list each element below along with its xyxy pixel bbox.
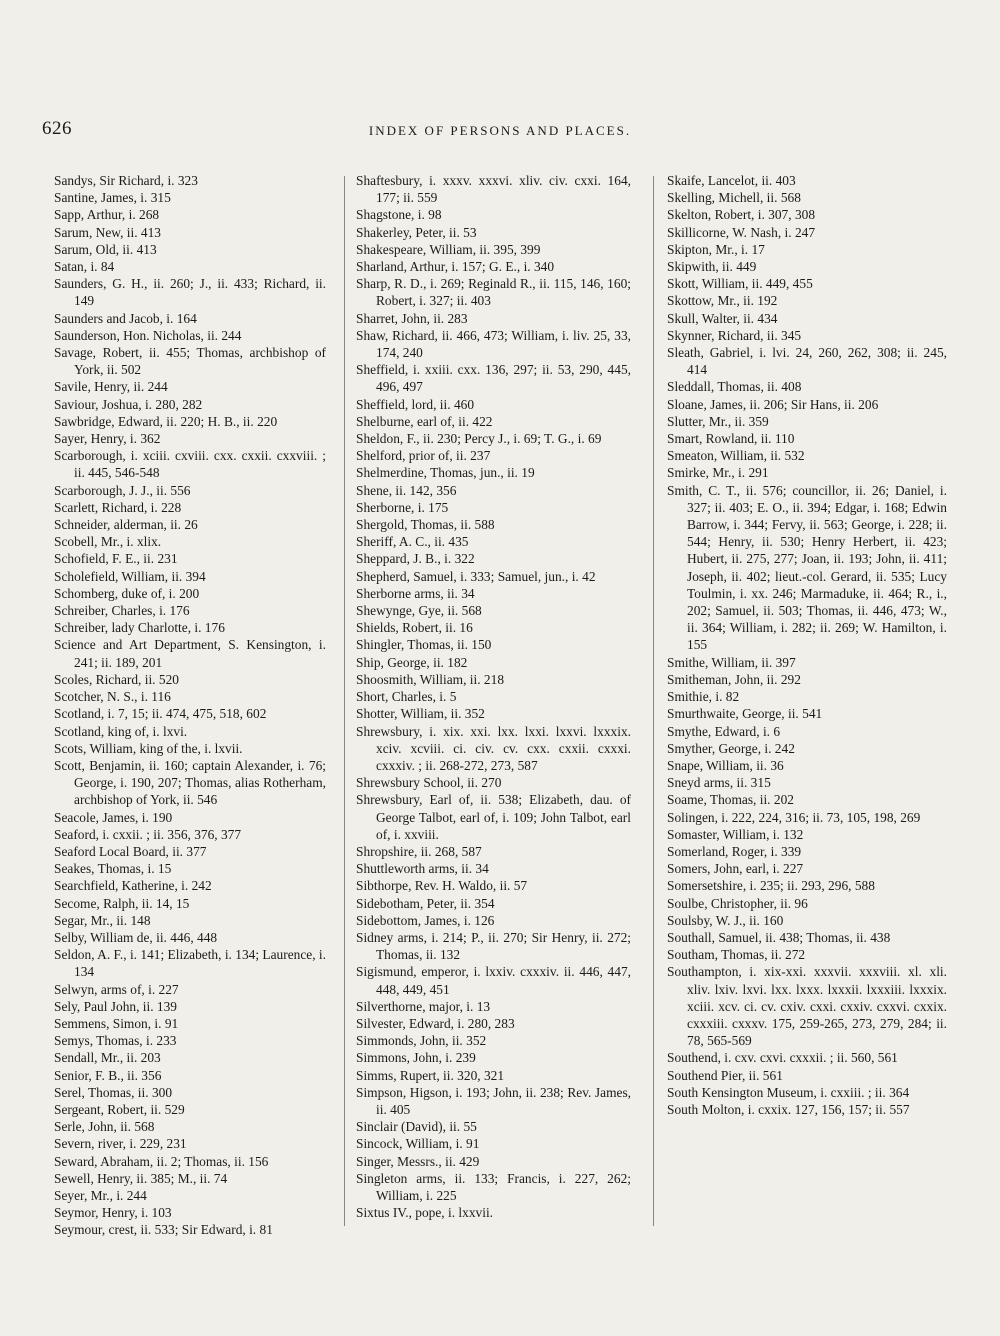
index-entry: Sneyd arms, ii. 315: [667, 775, 771, 791]
index-entry: Sleddall, Thomas, ii. 408: [667, 379, 802, 395]
index-entry: Skott, William, ii. 449, 455: [667, 276, 813, 292]
index-entry: Sharret, John, ii. 283: [356, 310, 468, 326]
index-entry: Sincock, William, i. 91: [356, 1136, 480, 1152]
index-entry: Sharp, R. D., i. 269; Reginald R., ii. 115, 146, 160; Robert, i. 327; ii. 403: [356, 276, 631, 309]
index-entry: Santine, James, i. 315: [54, 190, 171, 206]
index-entry: Sheppard, J. B., i. 322: [356, 551, 475, 567]
index-entry: Satan, i. 84: [54, 259, 115, 275]
index-entry: Southall, Samuel, ii. 438; Thomas, ii. 438: [667, 929, 891, 945]
index-entry: Soulsby, W. J., ii. 160: [667, 912, 784, 928]
index-entry: Skottow, Mr., ii. 192: [667, 293, 778, 309]
index-entry: Segar, Mr., ii. 148: [54, 912, 151, 928]
index-entry: Singer, Messrs., ii. 429: [356, 1153, 480, 1169]
index-entry: Sheldon, F., ii. 230; Percy J., i. 69; T. G., i. 69: [356, 431, 602, 447]
index-entry: Shakespeare, William, ii. 395, 399: [356, 241, 541, 257]
index-entry: Sibthorpe, Rev. H. Waldo, ii. 57: [356, 878, 528, 894]
index-entry: Sarum, New, ii. 413: [54, 224, 161, 240]
index-entry: Smith, C. T., ii. 576; councillor, ii. 26; Daniel, i. 327; ii. 403; E. O., ii. 394; Edgar, i. 168; Edwin Barrow, i. 344; Fervy, ii. 563; George, i. 228; ii. 544; Henry, ii. 530; Henry Herbert, ii. 423; Hubert, ii. 275, 277; Joan, ii. 193; John, ii. 411; Joseph, ii. 402; lieut.-col. Gerard, ii. 535; Lucy Toulmin, i. xx. 246; Marmaduke, ii. 464; R., i., 202; Samuel, ii. 503; Thomas, ii. 446, 473; W., ii. 364; William, i. 282; ii. 269; W. Hamilton, i. 155: [667, 482, 947, 653]
index-entry: Shropshire, ii. 268, 587: [356, 843, 482, 859]
index-entry: Short, Charles, i. 5: [356, 689, 457, 705]
index-entry: Skipwith, ii. 449: [667, 259, 757, 275]
index-entry: Seldon, A. F., i. 141; Elizabeth, i. 134; Laurence, i. 134: [54, 947, 326, 980]
index-entry: Somersetshire, i. 235; ii. 293, 296, 588: [667, 878, 875, 894]
index-entry: Slutter, Mr., ii. 359: [667, 413, 769, 429]
index-entry: South Molton, i. cxxix. 127, 156, 157; ii. 557: [667, 1101, 910, 1117]
index-entry: Simpson, Higson, i. 193; John, ii. 238; Rev. James, ii. 405: [356, 1084, 631, 1117]
index-entry: Skipton, Mr., i. 17: [667, 241, 765, 257]
index-entry: Smirke, Mr., i. 291: [667, 465, 769, 481]
index-entry: Sheriff, A. C., ii. 435: [356, 534, 469, 550]
index-entry: Sapp, Arthur, i. 268: [54, 207, 160, 223]
index-entry: Soame, Thomas, ii. 202: [667, 792, 794, 808]
index-entry: Skynner, Richard, ii. 345: [667, 327, 802, 343]
index-entry: Sheffield, lord, ii. 460: [356, 396, 475, 412]
index-entry: Scoles, Richard, ii. 520: [54, 671, 179, 687]
index-entry: Smythe, Edward, i. 6: [667, 723, 781, 739]
index-entry: Sigismund, emperor, i. lxxiv. cxxxiv. ii. 446, 447, 448, 449, 451: [356, 964, 631, 997]
index-entry: Schofield, F. E., ii. 231: [54, 551, 178, 567]
index-entry: Shaftesbury, i. xxxv. xxxvi. xliv. civ. cxxi. 164, 177; ii. 559: [356, 173, 631, 206]
index-entry: Shaw, Richard, ii. 466, 473; William, i. liv. 25, 33, 174, 240: [356, 327, 631, 361]
index-entry: Seyer, Mr., i. 244: [54, 1187, 147, 1203]
index-entry: Sidney arms, i. 214; P., ii. 270; Sir Henry, ii. 272; Thomas, ii. 132: [356, 929, 631, 963]
index-entry: Saviour, Joshua, i. 280, 282: [54, 396, 203, 412]
index-entry: Sidebottom, James, i. 126: [356, 912, 495, 928]
index-entry: Smithe, William, ii. 397: [667, 654, 796, 670]
index-entry: Sherborne arms, ii. 34: [356, 585, 475, 601]
index-entry: Shepherd, Samuel, i. 333; Samuel, jun., i. 42: [356, 568, 596, 584]
index-entry: Sendall, Mr., ii. 203: [54, 1050, 161, 1066]
index-entry: Sayer, Henry, i. 362: [54, 431, 161, 447]
index-entry: Savile, Henry, ii. 244: [54, 379, 168, 395]
index-entry: Shagstone, i. 98: [356, 207, 442, 223]
index-entry: Schreiber, lady Charlotte, i. 176: [54, 620, 225, 636]
index-entry: Snape, William, ii. 36: [667, 757, 784, 773]
index-entry: Seymour, crest, ii. 533; Sir Edward, i. 81: [54, 1222, 273, 1238]
index-entry: Shrewsbury, Earl of, ii. 538; Elizabeth, dau. of George Talbot, earl of, i. 109; John Talbot, earl of, i. xxviii.: [356, 792, 631, 842]
index-entry: Southam, Thomas, ii. 272: [667, 947, 806, 963]
index-entry: Sixtus IV., pope, i. lxxvii.: [356, 1205, 494, 1221]
index-entry: Skull, Walter, ii. 434: [667, 310, 778, 326]
index-entry: Sherborne, i. 175: [356, 499, 449, 515]
index-entry: Smeaton, William, ii. 532: [667, 448, 805, 464]
index-entry: Seaford Local Board, ii. 377: [54, 843, 207, 859]
index-entry: Secome, Ralph, ii. 14, 15: [54, 895, 190, 911]
index-entry: Seward, Abraham, ii. 2; Thomas, ii. 156: [54, 1153, 269, 1169]
index-entry: Sheffield, i. xxiii. cxx. 136, 297; ii. 53, 290, 445, 496, 497: [356, 362, 631, 395]
index-entry: Scarborough, J. J., ii. 556: [54, 482, 191, 498]
index-entry: Soulbe, Christopher, ii. 96: [667, 895, 808, 911]
index-entry: Smurthwaite, George, ii. 541: [667, 706, 823, 722]
index-entry: Shene, ii. 142, 356: [356, 482, 457, 498]
index-entry: Skillicorne, W. Nash, i. 247: [667, 224, 816, 240]
index-entry: Savage, Robert, ii. 455; Thomas, archbishop of York, ii. 502: [54, 345, 326, 378]
index-entry: Sleath, Gabriel, i. lvi. 24, 260, 262, 308; ii. 245, 414: [667, 345, 947, 378]
index-columns: [0, 172, 1000, 1252]
index-entry: Scotland, i. 7, 15; ii. 474, 475, 518, 602: [54, 706, 267, 722]
index-entry: Senior, F. B., ii. 356: [54, 1067, 162, 1083]
index-entry: Silvester, Edward, i. 280, 283: [356, 1015, 515, 1031]
index-entry: Southampton, i. xix-xxi. xxxvii. xxxviii. xl. xli. xliv. lxiv. lxvi. lxx. lxxx. lxxxii. lxxxiii. lxxxix. xciii. xcv. ci. cv. cxiv. cxxi. cxxiv. cxxvi. cxxix. cxxxiii. cxxxv. 175, 259-265, 273, 279, 284; ii. 78, 565-569: [667, 964, 947, 1049]
index-entry: Solingen, i. 222, 224, 316; ii. 73, 105, 198, 269: [667, 809, 921, 825]
index-entry: Singleton arms, ii. 133; Francis, i. 227, 262; William, i. 225: [356, 1170, 631, 1203]
index-entry: Severn, river, i. 229, 231: [54, 1136, 187, 1152]
index-entry: Schreiber, Charles, i. 176: [54, 603, 190, 619]
index-entry: Saunders, G. H., ii. 260; J., ii. 433; Richard, ii. 149: [54, 276, 326, 309]
index-entry: Saunderson, Hon. Nicholas, ii. 244: [54, 327, 242, 343]
index-entry: Seacole, James, i. 190: [54, 809, 173, 825]
index-entry: Scholefield, William, ii. 394: [54, 568, 206, 584]
index-entry: Searchfield, Katherine, i. 242: [54, 878, 212, 894]
index-entry: Southend Pier, ii. 561: [667, 1067, 783, 1083]
index-entry: Shingler, Thomas, ii. 150: [356, 637, 492, 653]
index-entry: Scots, William, king of the, i. lxvii.: [54, 740, 243, 756]
index-entry: Sewell, Henry, ii. 385; M., ii. 74: [54, 1170, 228, 1186]
index-entry: Scott, Benjamin, ii. 160; captain Alexander, i. 76; George, i. 190, 207; Thomas, alias Rotherham, archbishop of York, ii. 546: [54, 757, 326, 808]
index-entry: Shrewsbury School, ii. 270: [356, 775, 502, 791]
page-number: 626: [42, 118, 72, 139]
index-entry: Saunders and Jacob, i. 164: [54, 310, 197, 326]
index-entry: Smithie, i. 82: [667, 689, 740, 705]
index-entry: South Kensington Museum, i. cxxiii. ; ii. 364: [667, 1084, 910, 1100]
index-entry: Selwyn, arms of, i. 227: [54, 981, 179, 997]
index-entry: Seymor, Henry, i. 103: [54, 1205, 172, 1221]
index-entry: Skaife, Lancelot, ii. 403: [667, 173, 796, 188]
index-entry: Simmons, John, i. 239: [356, 1050, 476, 1066]
index-entry: Shergold, Thomas, ii. 588: [356, 517, 495, 533]
index-entry: Science and Art Department, S. Kensington, i. 241; ii. 189, 201: [54, 637, 326, 670]
index-entry: Shrewsbury, i. xix. xxi. lxx. lxxi. lxxvi. lxxxix. xciv. xcviii. ci. civ. cv. cxx. cxxii. cxxxi. cxxxiv. ; ii. 268-272, 273, 587: [356, 723, 631, 773]
index-entry: Smyther, George, i. 242: [667, 740, 795, 756]
index-entry: Skelton, Robert, i. 307, 308: [667, 207, 816, 223]
index-entry: Smart, Rowland, ii. 110: [667, 431, 795, 447]
index-entry: Semmens, Simon, i. 91: [54, 1015, 179, 1031]
index-entry: Schneider, alderman, ii. 26: [54, 517, 198, 533]
index-entry: Shoosmith, William, ii. 218: [356, 671, 505, 687]
index-entry: Shewynge, Gye, ii. 568: [356, 603, 482, 619]
index-entry: Seaford, i. cxxii. ; ii. 356, 376, 377: [54, 826, 242, 842]
index-entry: Shotter, William, ii. 352: [356, 706, 485, 722]
index-entry: Sarum, Old, ii. 413: [54, 241, 157, 257]
index-entry: Seakes, Thomas, i. 15: [54, 861, 172, 877]
index-entry: Serle, John, ii. 568: [54, 1119, 155, 1135]
index-entry: Shields, Robert, ii. 16: [356, 620, 473, 636]
index-entry: Silverthorne, major, i. 13: [356, 998, 491, 1014]
index-entry: Simms, Rupert, ii. 320, 321: [356, 1067, 505, 1083]
index-entry: Skelling, Michell, ii. 568: [667, 190, 801, 206]
index-column-3: [667, 172, 947, 1118]
index-entry: Sawbridge, Edward, ii. 220; H. B., ii. 220: [54, 413, 278, 429]
index-entry: Shelmerdine, Thomas, jun., ii. 19: [356, 465, 535, 481]
index-entry: Somaster, William, i. 132: [667, 826, 804, 842]
index-entry: Sergeant, Robert, ii. 529: [54, 1101, 185, 1117]
running-head: INDEX OF PERSONS AND PLACES.: [368, 123, 632, 138]
index-entry: Scobell, Mr., i. xlix.: [54, 534, 162, 550]
index-entry: Somerland, Roger, i. 339: [667, 843, 802, 859]
index-entry: Sandys, Sir Richard, i. 323: [54, 173, 198, 188]
index-entry: Shelford, prior of, ii. 237: [356, 448, 491, 464]
index-entry: Shuttleworth arms, ii. 34: [356, 861, 489, 877]
index-entry: Scotland, king of, i. lxvi.: [54, 723, 188, 739]
index-entry: Semys, Thomas, i. 233: [54, 1033, 177, 1049]
index-entry: Sloane, James, ii. 206; Sir Hans, ii. 206: [667, 396, 879, 412]
index-entry: Simmonds, John, ii. 352: [356, 1033, 487, 1049]
index-entry: Scarlett, Richard, i. 228: [54, 499, 182, 515]
index-column-1: [54, 172, 326, 1239]
index-entry: Schomberg, duke of, i. 200: [54, 585, 200, 601]
index-entry: Selby, William de, ii. 446, 448: [54, 929, 218, 945]
index-entry: Scotcher, N. S., i. 116: [54, 689, 171, 705]
index-entry: Shelburne, earl of, ii. 422: [356, 413, 493, 429]
index-entry: Sely, Paul John, ii. 139: [54, 998, 177, 1014]
index-entry: Smitheman, John, ii. 292: [667, 671, 801, 687]
index-entry: Sharland, Arthur, i. 157; G. E., i. 340: [356, 259, 555, 275]
index-entry: Scarborough, i. xciii. cxviii. cxx. cxxii. cxxviii. ; ii. 445, 546-548: [54, 448, 326, 481]
index-entry: Shakerley, Peter, ii. 53: [356, 224, 477, 240]
index-entry: Sidebotham, Peter, ii. 354: [356, 895, 495, 911]
index-column-2: [356, 172, 631, 1221]
index-entry: Ship, George, ii. 182: [356, 654, 468, 670]
index-entry: Serel, Thomas, ii. 300: [54, 1084, 173, 1100]
index-entry: Southend, i. cxv. cxvi. cxxxii. ; ii. 560, 561: [667, 1050, 898, 1066]
index-entry: Sinclair (David), ii. 55: [356, 1119, 477, 1135]
index-entry: Somers, John, earl, i. 227: [667, 861, 804, 877]
